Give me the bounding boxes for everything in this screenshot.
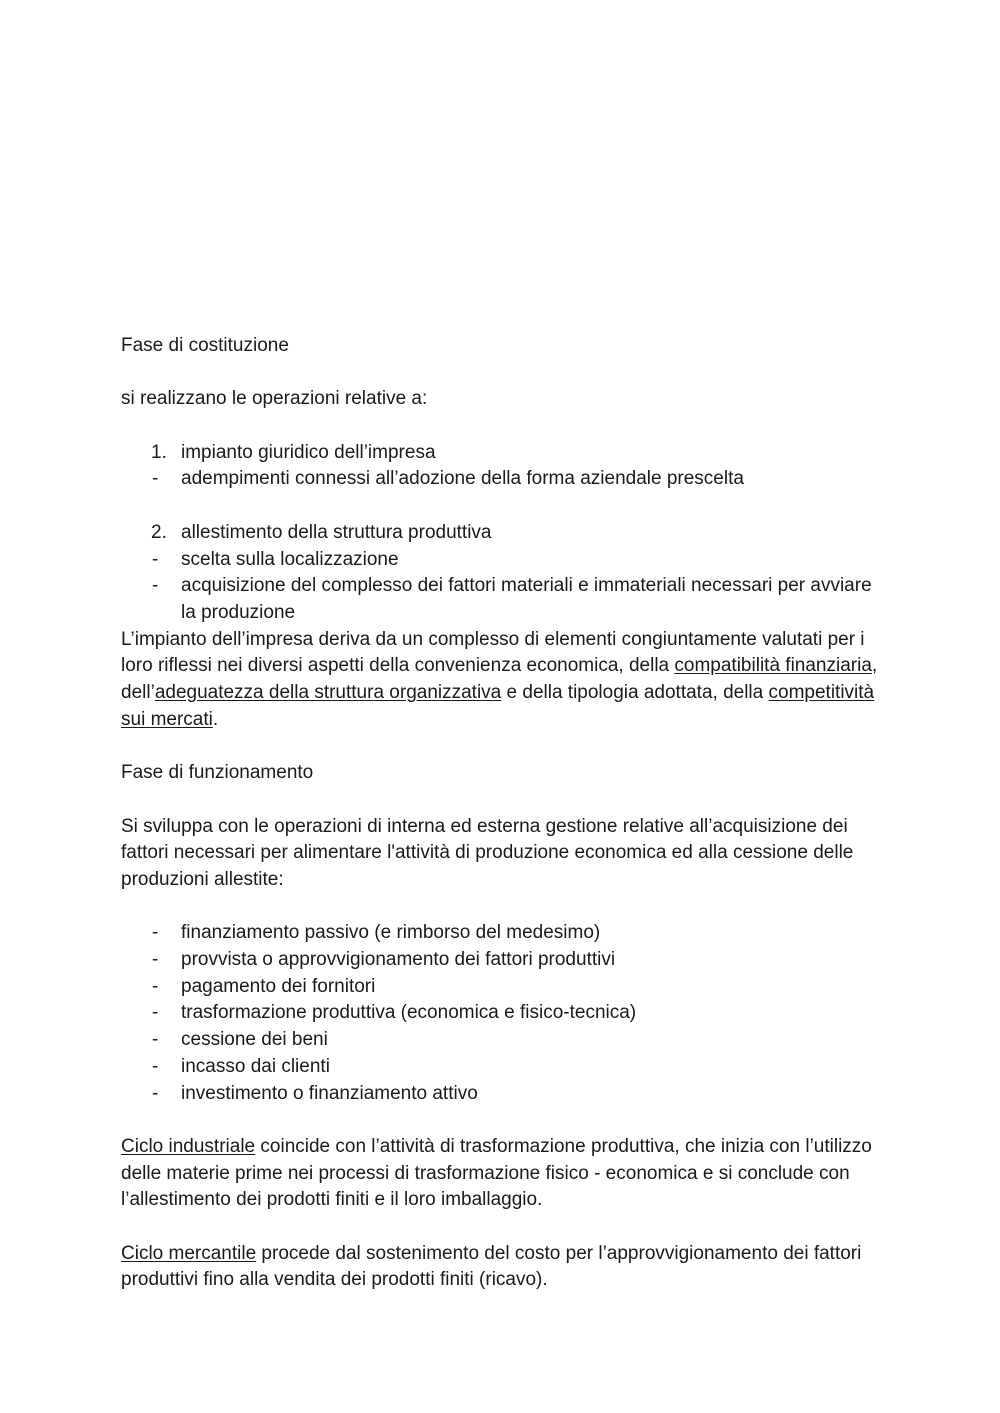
dash-item xyxy=(121,947,881,974)
underlined-term: Ciclo mercantile xyxy=(121,1242,257,1264)
dash-bullet: - xyxy=(152,1029,159,1051)
spacer xyxy=(121,360,881,387)
dash-item-text: investimento o finanziamento attivo xyxy=(181,1082,478,1104)
dash-item-text: finanziamento passivo (e rimborso del medesimo) xyxy=(181,922,601,944)
ciclo-industriale-paragraph xyxy=(121,1134,881,1214)
dash-item-text: scelta sulla localizzazione xyxy=(181,548,399,570)
paragraph-text: e della tipologia adottata, della xyxy=(501,682,769,704)
dash-item xyxy=(121,466,881,493)
paragraph-text: , dell’ xyxy=(121,655,878,704)
dash-item xyxy=(121,920,881,947)
numbered-group-2 xyxy=(121,520,881,627)
dash-bullet: - xyxy=(152,922,159,944)
section-heading-funzionamento: Fase di funzionamento xyxy=(121,762,314,784)
numbered-item xyxy=(121,440,881,467)
dash-bullet: - xyxy=(152,949,159,971)
spacer xyxy=(121,413,881,440)
numbered-item-text: impianto giuridico dell’impresa xyxy=(181,441,436,463)
dash-item-text: incasso dai clienti xyxy=(181,1055,330,1077)
paragraph-text: . xyxy=(212,708,219,730)
ciclo-mercantile-paragraph xyxy=(121,1241,881,1294)
dash-item xyxy=(121,1081,881,1108)
section-intro-funzionamento: Si sviluppa con le operazioni di interna ed esterna gestione relative all’acquisizione dei fattori necessari per alimentare l'attività di produzione economica ed alla cessione delle produzioni allestite: xyxy=(121,815,854,890)
spacer xyxy=(121,734,881,761)
spacer xyxy=(121,1107,881,1134)
numbered-item xyxy=(121,520,881,547)
underlined-term: Ciclo industriale xyxy=(121,1135,256,1157)
dash-bullet: - xyxy=(152,1055,159,1077)
numbered-group-1 xyxy=(121,440,881,493)
dash-bullet: - xyxy=(152,975,159,997)
dash-item xyxy=(121,573,881,626)
paragraph-text: coincide con l’attività di trasformazione produttiva, che inizia con l’utilizzo delle materie prime nei processi di trasformazione fisico - economica e si conclude con l’allestimento dei prodotti finiti e il loro imballaggio. xyxy=(121,1135,872,1211)
underlined-term: adeguatezza della struttura organizzativa xyxy=(154,682,502,704)
dash-item xyxy=(121,974,881,1001)
dash-bullet: - xyxy=(152,548,159,570)
operations-list xyxy=(121,920,881,1107)
dash-bullet: - xyxy=(152,575,159,597)
dash-bullet: - xyxy=(152,1002,159,1024)
dash-item-text: trasformazione produttiva (economica e fisico-tecnica) xyxy=(181,1002,637,1024)
dash-item-text: pagamento dei fornitori xyxy=(181,975,376,997)
underlined-term: compatibilità finanziaria xyxy=(674,655,872,677)
list-number: 1. xyxy=(151,441,167,463)
document-page xyxy=(121,333,881,1294)
underlined-term: competitività sui mercati xyxy=(121,682,875,730)
dash-item-text: adempimenti connessi all’adozione della forma aziendale prescelta xyxy=(181,468,744,490)
paragraph-text: L’impianto dell’impresa deriva da un complesso di elementi congiuntamente valutati per i loro riflessi nei diversi aspetti della convenienza economica, della xyxy=(121,628,865,677)
list-number: 2. xyxy=(151,521,167,543)
section-intro-costituzione: si realizzano le operazioni relative a: xyxy=(121,388,428,410)
spacer xyxy=(121,1214,881,1241)
impianto-paragraph xyxy=(121,627,881,734)
dash-item xyxy=(121,1027,881,1054)
spacer xyxy=(121,894,881,921)
dash-item xyxy=(121,1054,881,1081)
dash-item-text: acquisizione del complesso dei fattori materiali e immateriali necessari per avviare la produzione xyxy=(181,575,872,623)
numbered-item-text: allestimento della struttura produttiva xyxy=(181,521,492,543)
dash-bullet: - xyxy=(152,468,159,490)
dash-item-text: provvista o approvvigionamento dei fattori produttivi xyxy=(181,949,616,971)
dash-bullet: - xyxy=(152,1082,159,1104)
dash-item xyxy=(121,1000,881,1027)
spacer xyxy=(121,493,881,520)
dash-item-text: cessione dei beni xyxy=(181,1029,328,1051)
dash-item xyxy=(121,547,881,574)
spacer xyxy=(121,787,881,814)
section-heading-costituzione: Fase di costituzione xyxy=(121,335,289,356)
paragraph-text: procede dal sostenimento del costo per l’approvvigionamento dei fattori produttivi fino alla vendita dei prodotti finiti (ricavo). xyxy=(121,1242,862,1291)
